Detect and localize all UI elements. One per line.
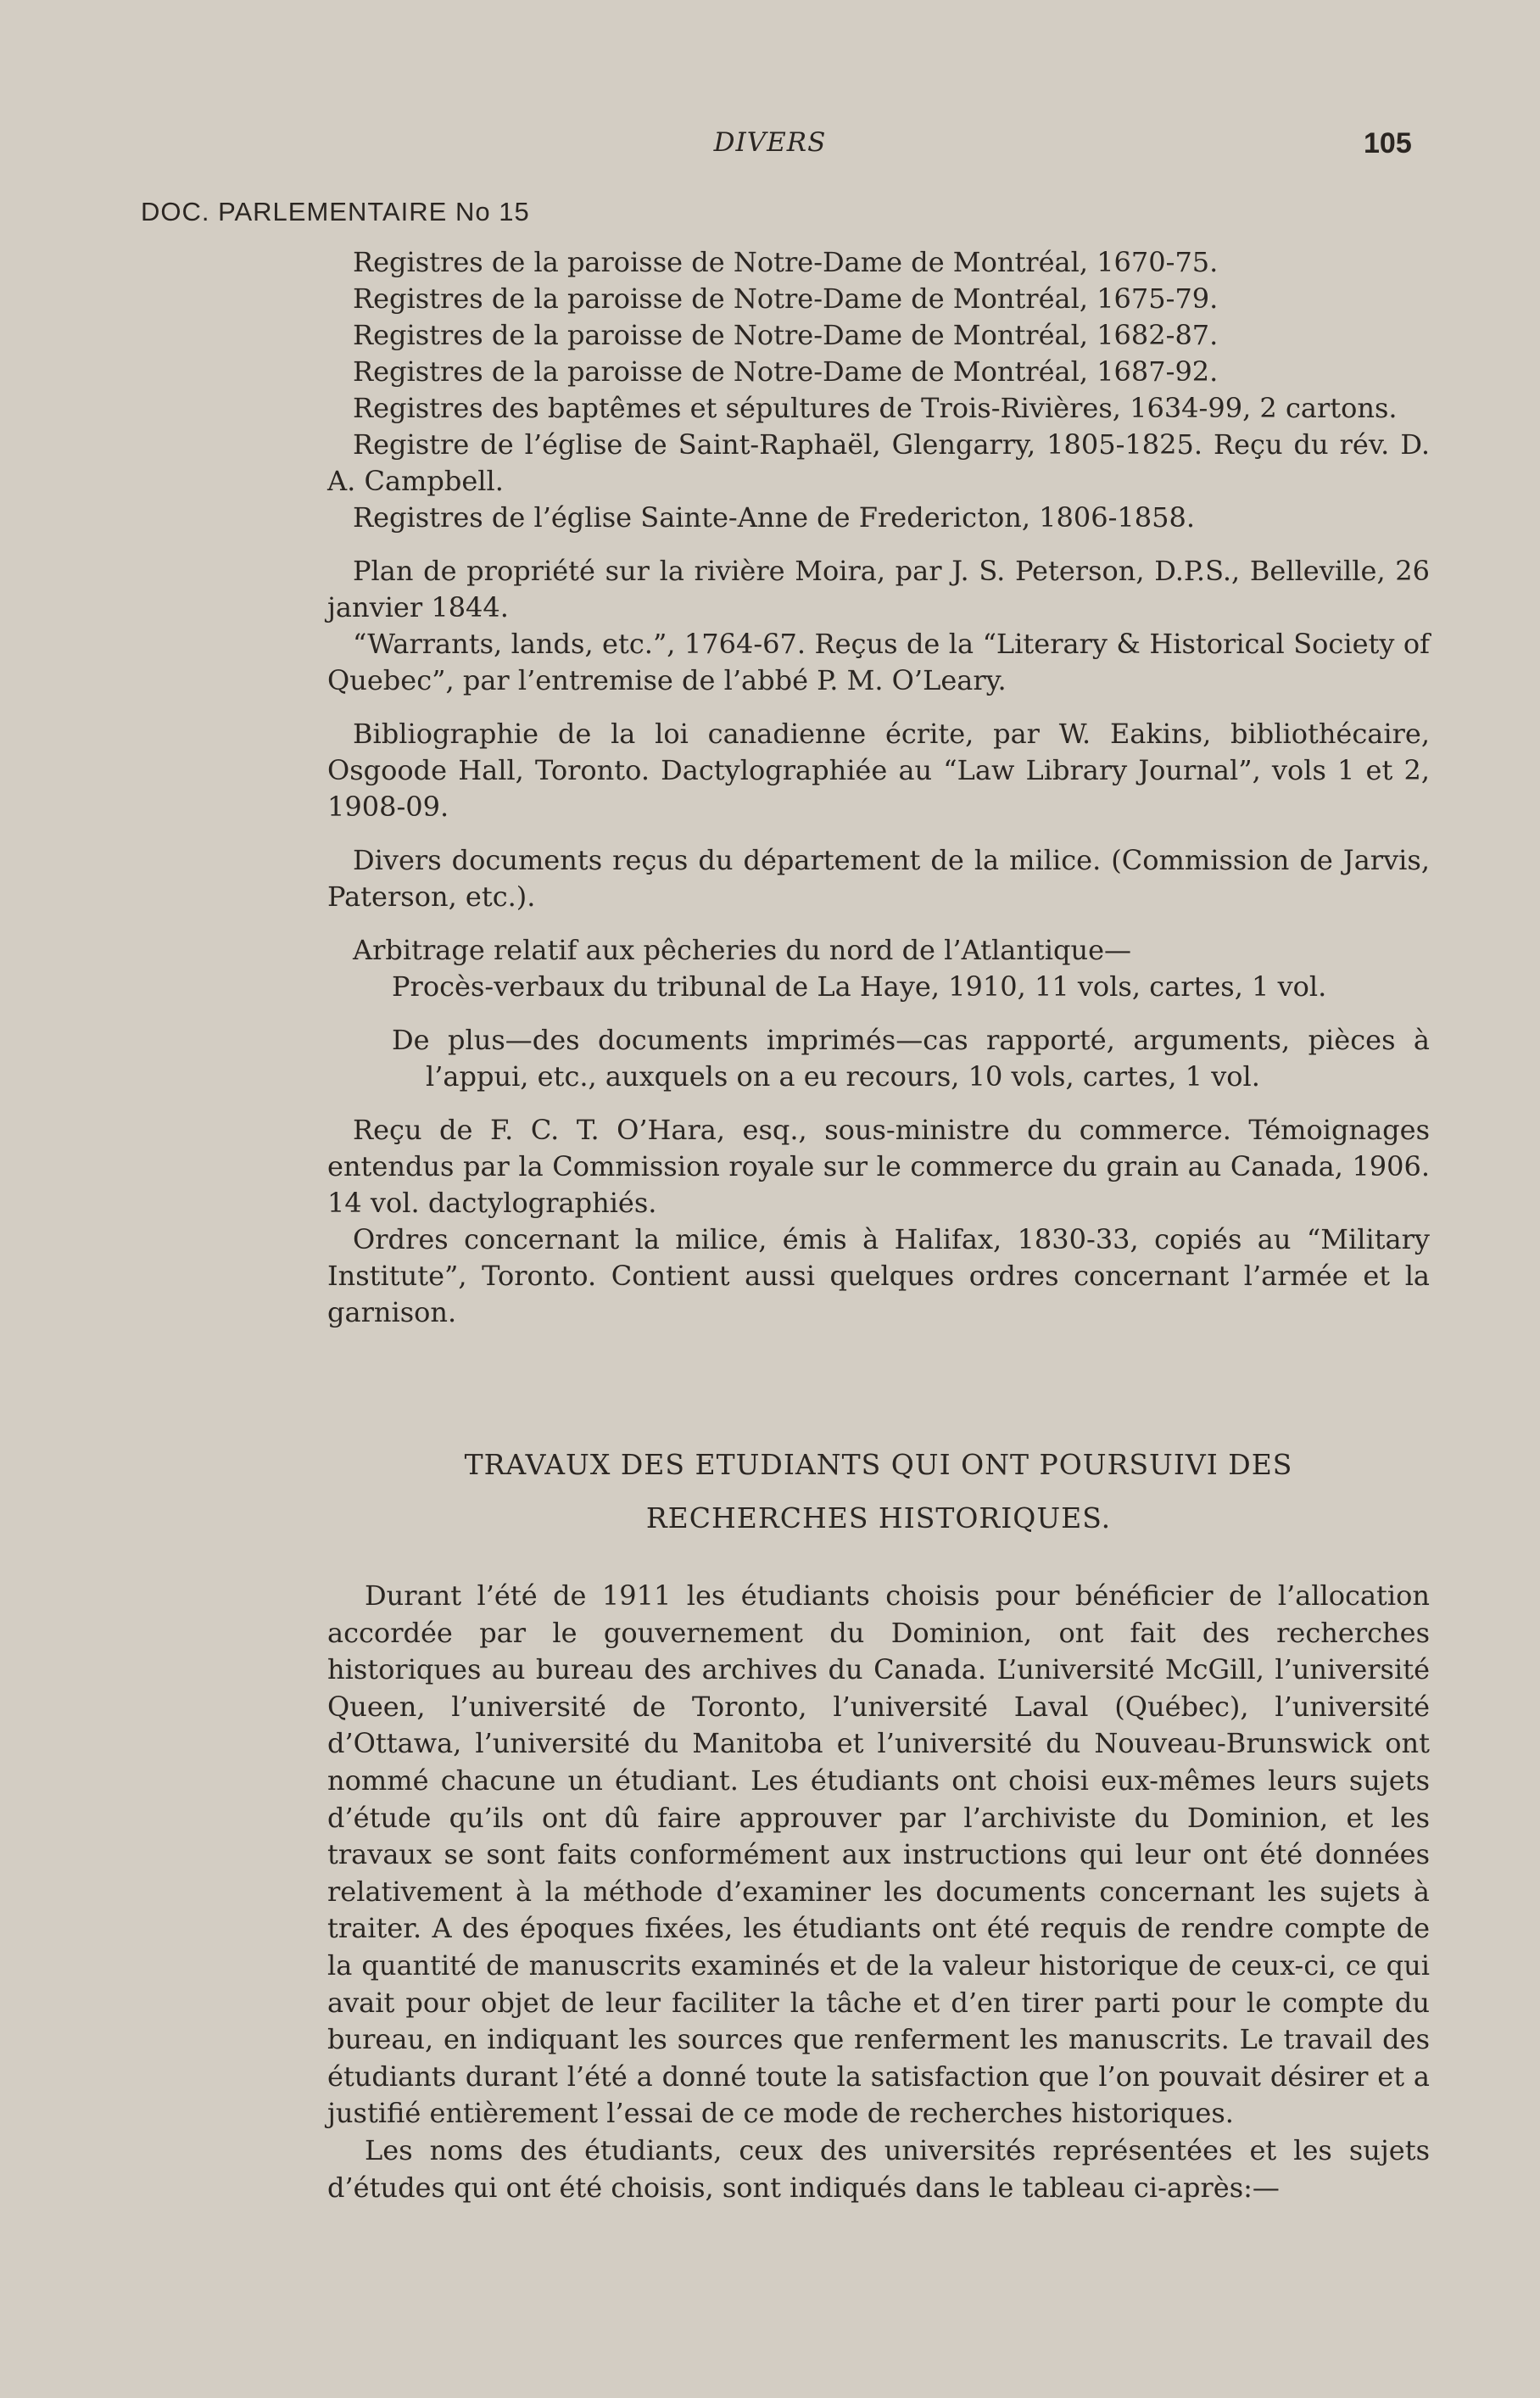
entry: Divers documents reçus du département de la milice. (Commission de Jarvis, Paterson, etc.). — [327, 844, 1430, 913]
section-title-line: RECHERCHES HISTORIQUES. — [645, 1501, 1112, 1534]
entry: Plan de propriété sur la rivière Moira, par J. S. Peterson, D.P.S., Belleville, 26 janvier 1844. — [327, 555, 1430, 623]
paragraph: Les noms des étudiants, ceux des universités représentées et les sujets d’études qui ont été choisis, sont indiqués dans le tableau ci-après:— — [327, 2133, 1430, 2204]
entry: Arbitrage relatif aux pêcheries du nord de l’Atlantique— — [353, 934, 1132, 966]
document-label: DOC. PARLEMENTAIRE No 15 — [141, 197, 530, 226]
page-number: 105 — [1364, 127, 1412, 159]
running-title: DIVERS — [713, 127, 827, 158]
section-title-line: TRAVAUX DES ETUDIANTS QUI ONT POURSUIVI DES — [464, 1448, 1293, 1481]
section-body — [327, 1578, 1430, 2206]
entries-list — [327, 244, 1430, 1331]
entry: Registres de l’église Sainte-Anne de Fredericton, 1806-1858. — [353, 501, 1196, 534]
paragraph: Durant l’été de 1911 les étudiants choisis pour bénéficier de l’allocation accordée par le gouvernement du Dominion, ont fait des recherches historiques au bureau des archives du Canada. L’université McGill, l’université Queen, l’université de Toronto, l’université Laval (Québec), l’université d’Ottawa, l’université du Manitoba et l’université du Nouveau-Brunswick ont nommé chacune un étudiant. Les étudiants ont choisi eux-mêmes leurs sujets d’étude qu’ils ont dû faire approuver par l’archiviste du Dominion, et les travaux se sont faits conformément aux instructions qui leur ont été données relativement à la méthode d’examiner les documents concernant les sujets à traiter. A des époques fixées, les étudiants ont été requis de rendre compte de la quantité de manuscrits examinés et de la valeur historique de ceux-ci, ce qui avait pour objet de leur faciliter la tâche et d’en tirer parti pour le compte du bureau, en indiquant les sources que renferment les manuscrits. Le travail des étudiants durant l’été a donné toute la satisfaction que l’on pouvait désirer et a justifié entièrement l’essai de ce mode de recherches historiques. — [327, 1579, 1430, 2130]
section-title — [327, 1438, 1430, 1545]
entry: Registres de la paroisse de Notre-Dame de Montréal, 1670-75. — [353, 246, 1219, 278]
entry: “Warrants, lands, etc.”, 1764-67. Reçus de la “Literary & Historical Society of Quebec”, par l’entremise de l’abbé P. M. O’Leary. — [327, 628, 1430, 696]
entry-sub: De plus—des documents imprimés—cas rapporté, arguments, pièces à l’appui, etc., auxquels on a eu recours, 10 vols, cartes, 1 vol. — [392, 1024, 1430, 1093]
entry: Ordres concernant la milice, émis à Halifax, 1830-33, copiés au “Military Institute”, Toronto. Contient aussi quelques ordres concernant l’armée et la garnison. — [327, 1223, 1430, 1328]
entry: Bibliographie de la loi canadienne écrite, par W. Eakins, bibliothécaire, Osgoode Hall, Toronto. Dactylographiée au “Law Library Journal”, vols 1 et 2, 1908-09. — [327, 718, 1430, 823]
entry: Registres de la paroisse de Notre-Dame de Montréal, 1675-79. — [353, 282, 1219, 315]
entry: Registres de la paroisse de Notre-Dame de Montréal, 1687-92. — [353, 355, 1219, 388]
entry: Registre de l’église de Saint-Raphaël, Glengarry, 1805-1825. Reçu du rév. D. A. Campbell. — [327, 428, 1430, 497]
entry: Reçu de F. C. T. O’Hara, esq., sous-ministre du commerce. Témoignages entendus par la Commission royale sur le commerce du grain au Canada, 1906. 14 vol. dactylographiés. — [327, 1114, 1430, 1219]
entry-sub: Procès-verbaux du tribunal de La Haye, 1910, 11 vols, cartes, 1 vol. — [392, 970, 1327, 1003]
entry: Registres des baptêmes et sépultures de Trois-Rivières, 1634-99, 2 cartons. — [353, 392, 1398, 424]
entry: Registres de la paroisse de Notre-Dame de Montréal, 1682-87. — [353, 319, 1219, 351]
